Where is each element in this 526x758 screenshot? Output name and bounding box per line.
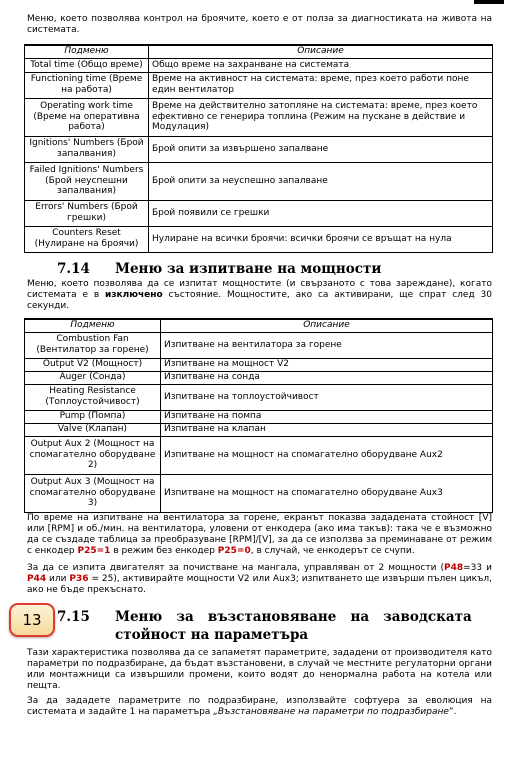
intro-paragraph: Меню, което позволява контрол на броячите, което е от полза за диагностиката на живота на системата. (27, 14, 492, 35)
submenu-cell: Output V2 (Мощност) (25, 358, 161, 371)
power-test-paragraph (27, 279, 492, 312)
table-row (25, 72, 493, 98)
submenu-cell: Output Aux 3 (Мощност на спомагателно оборудване 3) (25, 474, 161, 512)
description-cell: Изпитване на помпа (161, 410, 493, 423)
description-cell: Изпитване на топлоустойчивост (161, 384, 493, 410)
bold-text: изключено (105, 289, 163, 300)
description-cell: Изпитване на мощност на спомагателно оборудване Aux3 (161, 474, 493, 512)
description-cell: Нулиране на всички броячи: всички броячи се връщат на нула (149, 226, 493, 252)
submenu-cell: Operating work time (Време на оперативна работа) (25, 98, 149, 136)
section-number: 7.14 (57, 261, 90, 277)
table-row (25, 371, 493, 384)
submenu-cell: Output Aux 2 (Мощност на спомагателно оборудване 2) (25, 436, 161, 474)
text-run: = 25), активирайте мощности V2 или Aux3; изпитването ще извърши пълен цикъл, ако не бъде прекъснато. (27, 573, 492, 595)
table-row (25, 58, 493, 72)
description-cell: Брой опити за неуспешно запалване (149, 162, 493, 200)
submenu-cell: Pump (Помпа) (25, 410, 161, 423)
submenu-cell: Heating Resistance (Топлоустойчивост) (25, 384, 161, 410)
table-row (25, 200, 493, 226)
submenu-cell: Valve (Клапан) (25, 423, 161, 436)
text-run: ”. (448, 706, 457, 717)
counters-table (24, 44, 493, 253)
table-row (25, 98, 493, 136)
text-run: , в случай, че енкодерът се счупи. (250, 545, 415, 556)
table-header-description: Описание (161, 319, 493, 332)
description-cell: Изпитване на сонда (161, 371, 493, 384)
description-cell: Общо време на захранване на системата (149, 58, 493, 72)
description-cell: Изпитване на мощност V2 (161, 358, 493, 371)
table-row (25, 423, 493, 436)
table-row (25, 436, 493, 474)
page-number-badge: 13 (9, 603, 55, 637)
description-cell: Изпитване на мощност на спомагателно оборудване Aux2 (161, 436, 493, 474)
power-test-table (24, 318, 493, 513)
parameter-ref: P25=0 (217, 545, 251, 556)
fan-test-paragraph (27, 513, 492, 557)
text-run: или (46, 573, 70, 584)
table-row (25, 410, 493, 423)
table-row (25, 474, 493, 512)
table-row (25, 136, 493, 162)
description-cell: Брой опити за извършено запалване (149, 136, 493, 162)
description-cell: Брой появили се грешки (149, 200, 493, 226)
italic-text: „Възстановяване на параметри по подразбиране (213, 706, 449, 717)
set-defaults-paragraph (27, 696, 492, 718)
parameter-ref: P48 (444, 563, 464, 573)
text-run: За да зададете параметрите по подразбиране, използвайте софтуера за еволюция на системата и задайте 1 на параметъра (27, 696, 492, 717)
text-run: По време на изпитване на вентилатора за горене, екранът показва зададената стойност [V] или [RPM] и об./мин. на вентилатора, уловени от енкодера (ако има такъв): така че е възможно да се създаде таблица за преобразуване [RPM]/[V], за да се използва за преминаване от режим с енкодер (27, 513, 492, 556)
text-run: Меню, което позволява да се изпитат мощностите (и свързаното с това зареждане), когато системата е в (27, 279, 492, 300)
section-title-continued: стойност на параметъра (115, 627, 309, 643)
table-row (25, 358, 493, 371)
submenu-cell: Total time (Общо време) (25, 58, 149, 72)
text-run: в режим без енкодер (110, 545, 218, 556)
submenu-cell: Errors' Numbers (Брой грешки) (25, 200, 149, 226)
submenu-cell: Ignitions' Numbers (Брой запалвания) (25, 136, 149, 162)
auger-test-paragraph (27, 563, 492, 596)
table-header-description: Описание (149, 45, 493, 58)
section-title: Меню за възстановяване на заводската (115, 609, 472, 625)
text-run: За да се изпита двигателят за почистване на мангала, управляван от 2 мощности ( (27, 563, 444, 573)
submenu-cell: Combustion Fan (Вентилатор за горене) (25, 332, 161, 358)
table-row (25, 332, 493, 358)
text-run: състояние. Мощностите, ако са активирани, ще спрат след 30 секунди. (27, 289, 492, 311)
parameter-ref: P36 (69, 573, 89, 584)
section-number: 7.15 (57, 609, 90, 625)
table-row (25, 162, 493, 200)
description-cell: Изпитване на вентилатора за горене (161, 332, 493, 358)
description-cell: Изпитване на клапан (161, 423, 493, 436)
description-cell: Време на действително затопляне на системата: време, през което ефективно се генерира топлина (Режим на пускане в действие и Модулация) (149, 98, 493, 136)
submenu-cell: Failed Ignitions' Numbers (Брой неуспешни запалвания) (25, 162, 149, 200)
table-row (25, 226, 493, 252)
section-title: Меню за изпитване на мощности (115, 261, 382, 277)
table-header-submenu: Подменю (25, 319, 161, 332)
submenu-cell: Counters Reset (Нулиране на броячи) (25, 226, 149, 252)
submenu-cell: Auger (Сонда) (25, 371, 161, 384)
factory-reset-paragraph: Тази характеристика позволява да се запаметят параметрите, зададени от производителя като параметри по подразбиране, да бъдат възстановени, в случай че местните регулаторни органи или монтажници са извършили промени, които водят до ненормална работа на котела или пещта. (27, 648, 492, 691)
header-mark (474, 0, 504, 4)
description-cell: Време на активност на системата: време, през което работи поне един вентилатор (149, 72, 493, 98)
text-run: =33 и (463, 563, 493, 573)
submenu-cell: Functioning time (Време на работа) (25, 72, 149, 98)
table-row (25, 384, 493, 410)
table-header-submenu: Подменю (25, 45, 149, 58)
parameter-ref: P25=1 (77, 545, 111, 556)
parameter-ref: P44 (27, 573, 47, 584)
